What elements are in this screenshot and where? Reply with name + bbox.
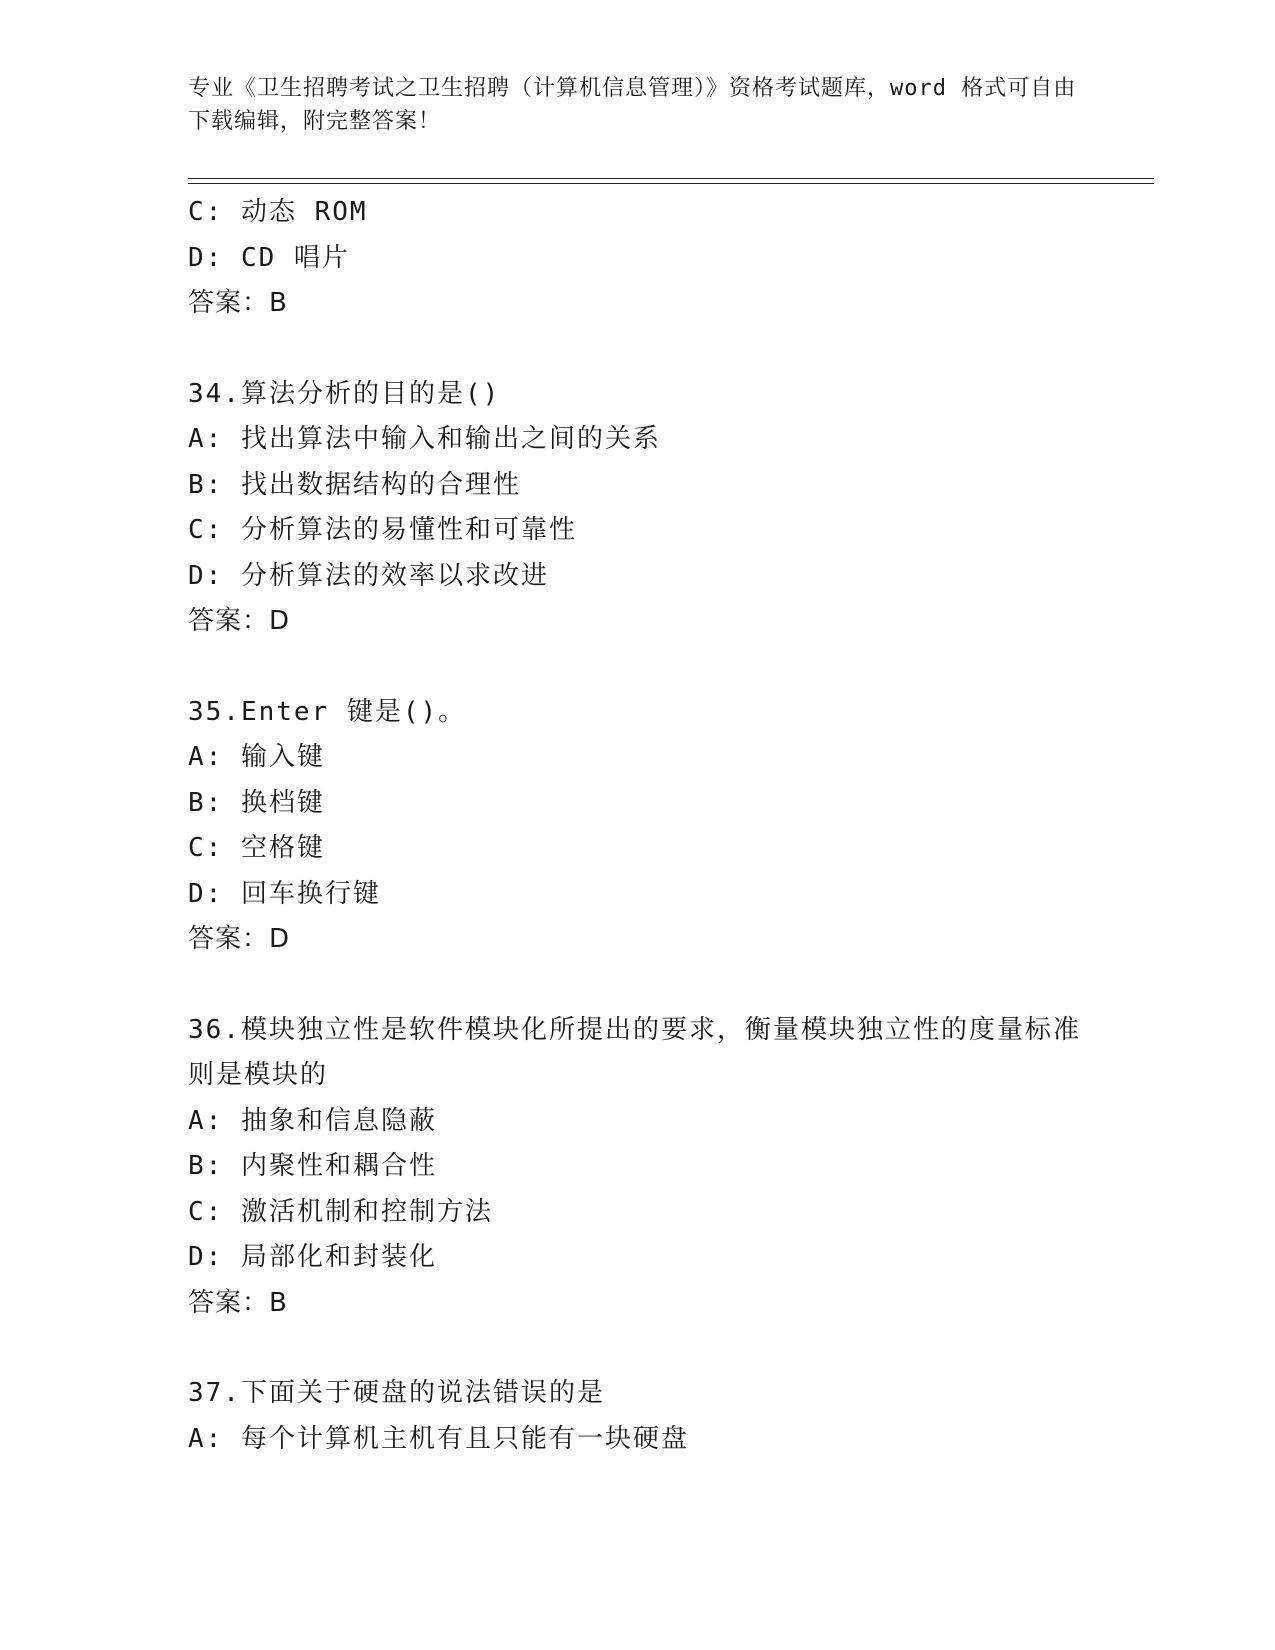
answer-line: 答案：D <box>188 606 291 636</box>
option-b: B: 找出数据结构的合理性 <box>188 469 521 500</box>
answer-line: 答案：B <box>188 1287 288 1318</box>
option-b: B: 内聚性和耦合性 <box>188 1151 437 1181</box>
spacer <box>188 327 1088 372</box>
spacer <box>188 963 1088 1008</box>
option-c: C: 分析算法的易懂性和可靠性 <box>188 515 577 545</box>
header-divider-top <box>188 178 1154 179</box>
option-a: A: 输入键 <box>188 742 325 772</box>
option-d: D: 分析算法的效率以求改进 <box>188 560 549 591</box>
question-stem: 34.算法分析的目的是() <box>188 378 501 409</box>
question-stem: 35.Enter 键是()。 <box>188 696 467 727</box>
document-body <box>188 190 1088 1462</box>
question-35 <box>188 690 1088 963</box>
option-a: A: 抽象和信息隐蔽 <box>188 1105 437 1136</box>
question-stem: 37.下面关于硬盘的说法错误的是 <box>188 1378 605 1408</box>
question-33-fragment <box>188 190 1088 327</box>
option-a: A: 每个计算机主机有且只能有一块硬盘 <box>188 1423 689 1454</box>
document-header: 专业《卫生招聘考试之卫生招聘（计算机信息管理）》资格考试题库，word 格式可自由下载编辑，附完整答案！ <box>188 76 1077 134</box>
option-a: A: 找出算法中输入和输出之间的关系 <box>188 424 661 454</box>
question-37 <box>188 1371 1088 1462</box>
answer-line: 答案：D <box>188 924 291 954</box>
question-34 <box>188 372 1088 645</box>
header-divider-bottom <box>188 183 1154 184</box>
spacer <box>188 645 1088 690</box>
option-c: C: 激活机制和控制方法 <box>188 1196 493 1227</box>
answer-line: 答案：B <box>188 288 288 318</box>
question-36 <box>188 1008 1088 1327</box>
spacer <box>188 1326 1088 1371</box>
question-stem: 36.模块独立性是软件模块化所提出的要求，衡量模块独立性的度量标准则是模块的 <box>188 1014 1081 1090</box>
option-c: C: 动态 ROM <box>188 197 368 227</box>
option-b: B: 换档键 <box>188 787 325 818</box>
option-d: D: CD 唱片 <box>188 242 350 273</box>
option-c: C: 空格键 <box>188 833 325 863</box>
option-d: D: 局部化和封装化 <box>188 1242 437 1272</box>
option-d: D: 回车换行键 <box>188 878 381 909</box>
